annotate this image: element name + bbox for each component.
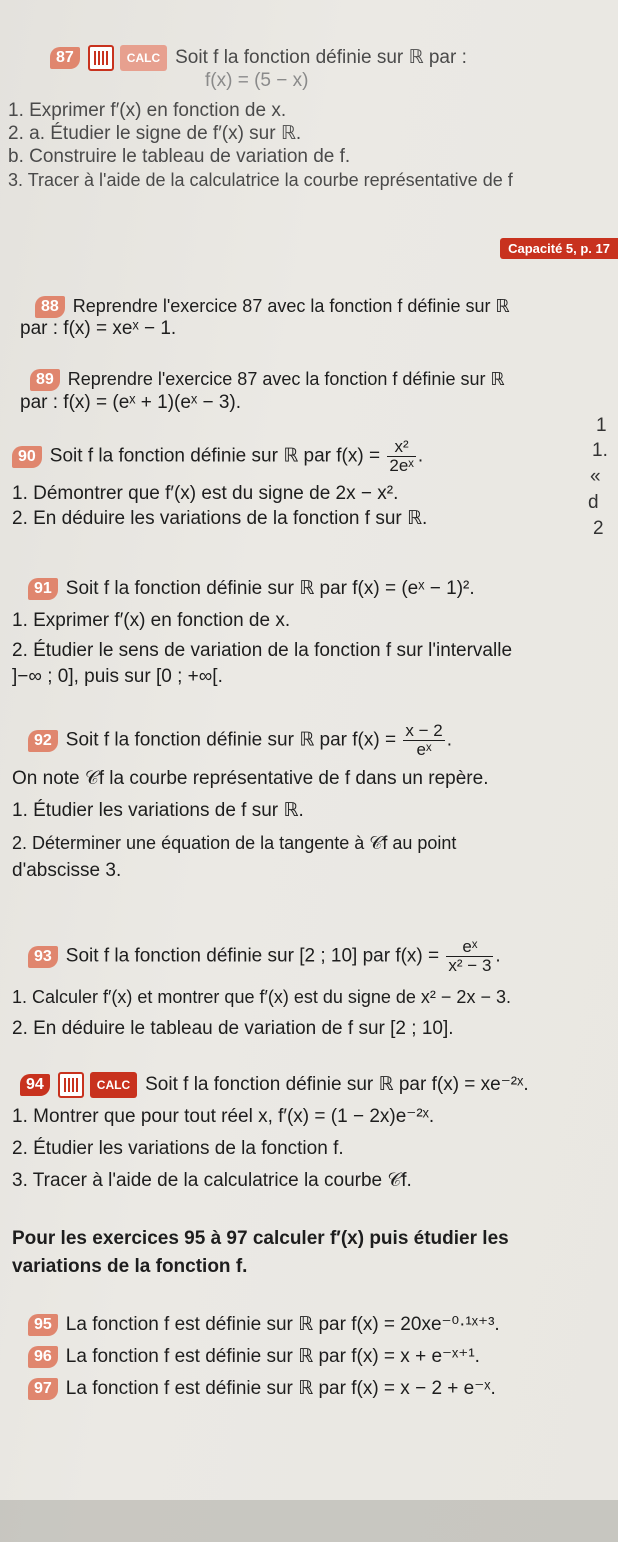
calc-tag: CALC [120, 45, 167, 71]
fraction [446, 938, 493, 975]
exercise-statement: Soit f la fonction définie sur ℝ par : [175, 47, 467, 69]
exercise-number-badge: 92 [28, 730, 58, 752]
numerator: eˣ [446, 938, 493, 957]
function-lhs: f(x) = [352, 729, 397, 751]
exercise-number-badge: 96 [28, 1346, 58, 1368]
numerator: x² [387, 438, 416, 457]
margin-fragment: 2 [593, 518, 604, 539]
exercise-text: La fonction f est définie sur ℝ par f(x) = x + e⁻ˣ⁺¹. [65, 1346, 480, 1368]
exercise-number-badge: 87 [50, 47, 80, 69]
exercise-89-line1 [30, 368, 505, 391]
denominator: 2eˣ [389, 456, 414, 475]
exercise-92-q1: 1. Étudier les variations de f sur ℝ. [12, 800, 304, 821]
exercise-91-statement [28, 578, 475, 600]
exercise-text: Soit f la fonction définie sur ℝ par f(x) = xe⁻²ˣ. [145, 1074, 529, 1096]
exercise-87-q3: 3. Tracer à l'aide de la calculatrice la courbe représentative de f [8, 170, 513, 190]
exercise-93-statement: 93 Soit f la fonction définie sur [2 ; 10] par f(x) = $\frac{\text{eˣ}}{\text{x² − 3}}$ . [28, 938, 501, 975]
exercise-92-statement: 92 Soit f la fonction définie sur ℝ par f(x) = $\frac{x - 2}{\text{eˣ}}$ . [28, 722, 452, 759]
exercise-text: La fonction f est définie sur ℝ par f(x) = x − 2 + e⁻ˣ. [65, 1378, 496, 1400]
exercise-text: Soit f la fonction définie sur [2 ; 10] par [65, 945, 391, 967]
exercise-94-header [20, 1072, 529, 1098]
exercise-87-header [50, 45, 467, 71]
margin-fragment: « [590, 466, 601, 487]
exercise-95 [28, 1314, 500, 1336]
exercise-87-q2b: b. Construire le tableau de variation de f. [8, 146, 351, 167]
exercise-90-statement: 90 Soit f la fonction définie sur ℝ par f(x) = $\frac{\text{x²}}{\text{2eˣ}}$ . [12, 438, 423, 475]
exercise-92-q2-line2: d'abscisse 3. [12, 860, 122, 881]
exercise-93-q2: 2. En déduire le tableau de variation de f sur [2 ; 10]. [12, 1018, 454, 1039]
exercise-97 [28, 1378, 496, 1400]
calculator-icon [88, 45, 114, 71]
intro-95-97-line1: Pour les exercices 95 à 97 calculer f′(x) puis étudier les [12, 1228, 509, 1249]
margin-fragment: 1. [592, 440, 608, 461]
page-bottom-shadow [0, 1500, 618, 1542]
exercise-94-q3: 3. Tracer à l'aide de la calculatrice la courbe 𝒞f. [12, 1170, 412, 1191]
exercise-94-q2: 2. Étudier les variations de la fonction f. [12, 1138, 344, 1159]
calc-tag: CALC [90, 1072, 137, 1098]
denominator: eˣ [416, 740, 432, 759]
exercise-number-badge: 93 [28, 946, 58, 968]
exercise-number-badge: 95 [28, 1314, 58, 1336]
exercise-number-badge: 89 [30, 369, 60, 391]
exercise-91-q2-line1: 2. Étudier le sens de variation de la fonction f sur l'intervalle [12, 640, 513, 661]
exercise-number-badge: 88 [35, 296, 65, 318]
exercise-number-badge: 90 [12, 446, 42, 468]
exercise-number-badge: 97 [28, 1378, 58, 1400]
exercise-92-note: On note 𝒞f la courbe représentative de f dans un repère. [12, 768, 489, 789]
exercise-text: Soit f la fonction définie sur ℝ par f(x) = (eˣ − 1)². [65, 578, 475, 600]
function-lhs: f(x) = [336, 445, 381, 467]
exercise-number-badge: 91 [28, 578, 58, 600]
exercise-text: Reprendre l'exercice 87 avec la fonction f définie sur ℝ [67, 369, 505, 389]
exercise-text: Reprendre l'exercice 87 avec la fonction f définie sur ℝ [72, 296, 510, 316]
exercise-89-line2: par : f(x) = (eˣ + 1)(eˣ − 3). [20, 392, 242, 413]
exercise-90-q2: 2. En déduire les variations de la fonction f sur ℝ. [12, 508, 428, 529]
function-lhs: f(x) = [395, 945, 440, 967]
exercise-text: Soit f la fonction définie sur ℝ par [49, 445, 331, 467]
exercise-96 [28, 1346, 480, 1368]
exercise-87-formula: f(x) = (5 − x) [205, 70, 309, 91]
exercise-text: Soit f la fonction définie sur ℝ par [65, 729, 347, 751]
fraction [403, 722, 444, 759]
exercise-87-q1: 1. Exprimer f′(x) en fonction de x. [8, 100, 287, 121]
margin-fragment: 1 [596, 415, 607, 436]
margin-fragment: d [588, 492, 599, 513]
numerator: x − 2 [405, 721, 443, 740]
exercise-88-line2: par : f(x) = xeˣ − 1. [20, 318, 177, 339]
exercise-94-q1: 1. Montrer que pour tout réel x, f′(x) = (1 − 2x)e⁻²ˣ. [12, 1106, 435, 1127]
exercise-90-q1: 1. Démontrer que f′(x) est du signe de 2x − x². [12, 483, 399, 504]
exercise-number-badge: 94 [20, 1074, 50, 1096]
denominator: x² − 3 [448, 956, 492, 975]
fraction [387, 438, 416, 475]
exercise-91-q2-line2: ]−∞ ; 0], puis sur [0 ; +∞[. [12, 666, 223, 687]
capacity-tag: Capacité 5, p. 17 [500, 238, 618, 259]
exercise-text: La fonction f est définie sur ℝ par f(x) = 20xe⁻⁰·¹ˣ⁺³. [65, 1314, 500, 1336]
intro-95-97-line2: variations de la fonction f. [12, 1256, 248, 1277]
exercise-88-line1 [35, 295, 510, 318]
calculator-icon [58, 1072, 84, 1098]
exercise-91-q1: 1. Exprimer f′(x) en fonction de x. [12, 610, 291, 631]
exercise-92-q2-line1: 2. Déterminer une équation de la tangente à 𝒞f au point [12, 833, 457, 853]
exercise-87-q2a: 2. a. Étudier le signe de f′(x) sur ℝ. [8, 123, 302, 144]
exercise-93-q1: 1. Calculer f′(x) et montrer que f′(x) est du signe de x² − 2x − 3. [12, 987, 511, 1007]
